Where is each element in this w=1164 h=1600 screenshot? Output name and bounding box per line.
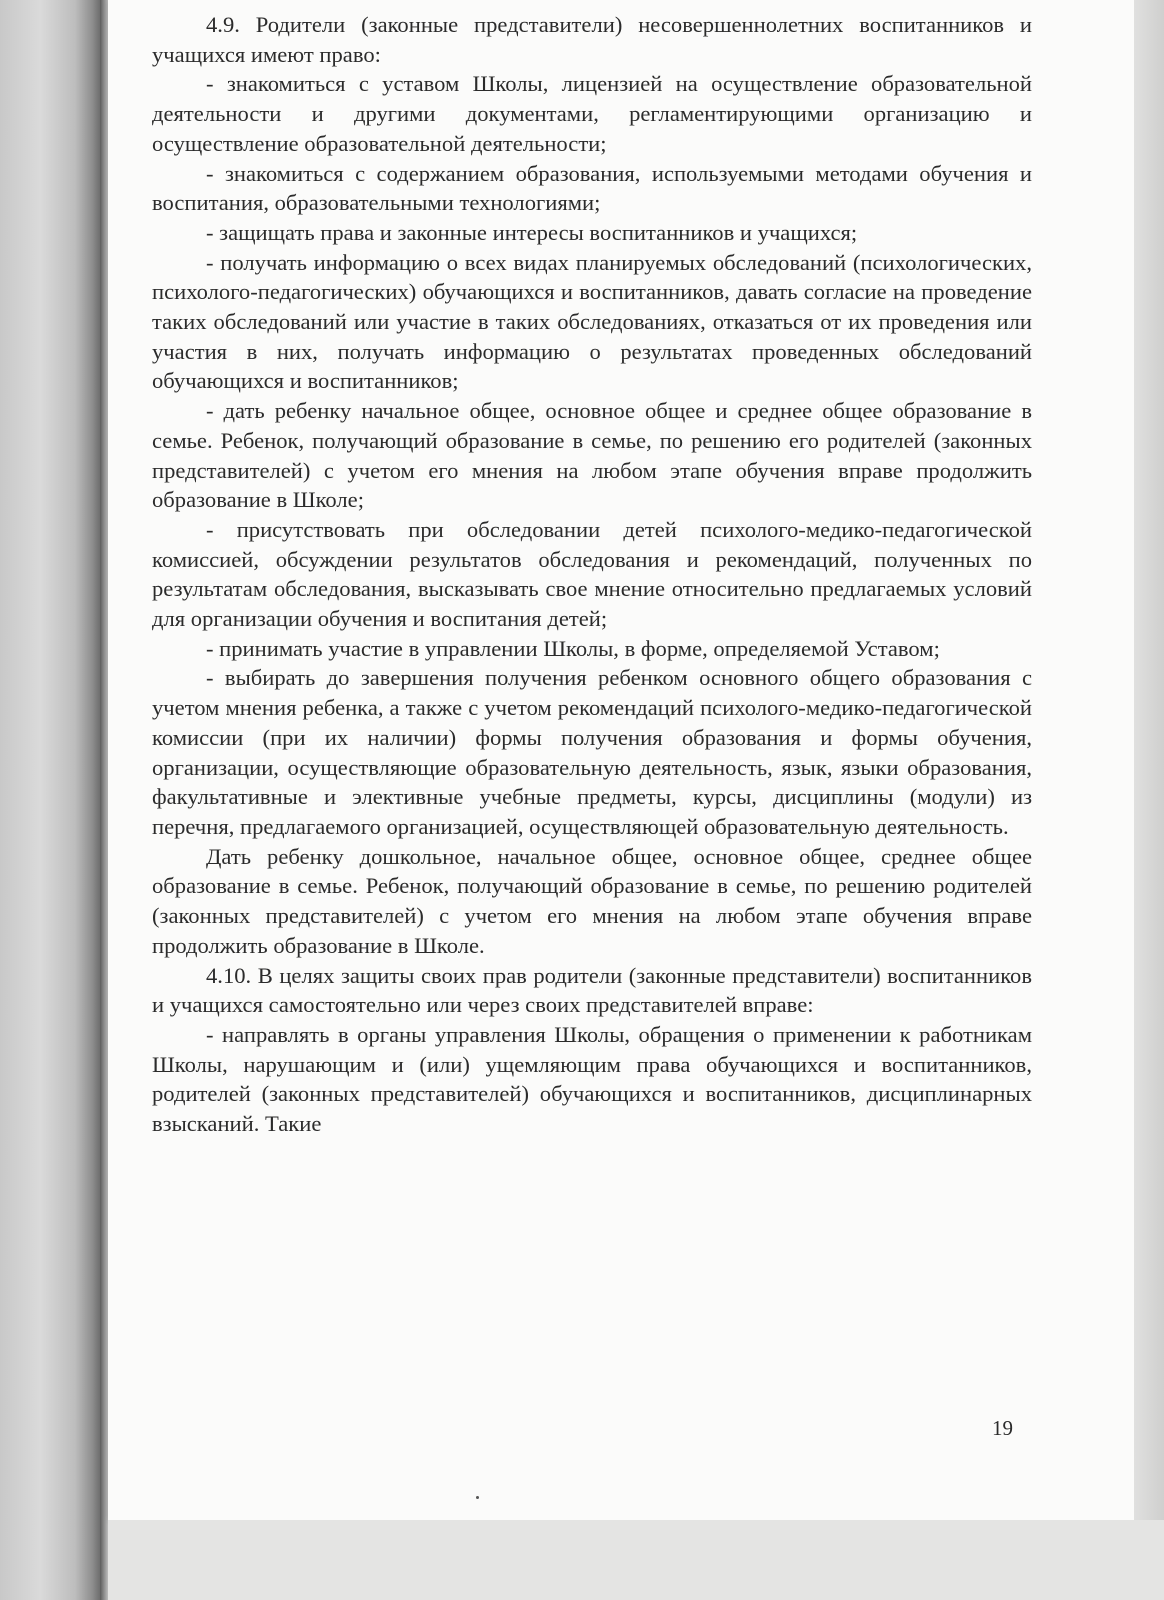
book-spine — [0, 0, 100, 1600]
scan-speck — [476, 1496, 479, 1499]
page-stack-edge — [1134, 0, 1164, 1600]
paragraph-family-education: Дать ребенку дошкольное, начальное общее, основное общее, среднее общее образование в семье. Ребенок, получающий образование в семье, по решению родителей (законных представителей) с учетом его мнения на любом этапе обучения вправе продолжить образование в Школе. — [152, 843, 1032, 958]
paragraph-right-protect: - защищать права и законные интересы воспитанников и учащихся; — [206, 219, 858, 245]
paragraph-right-charter: - знакомиться с уставом Школы, лицензией на осуществление образовательной деятельности и другими документами, регламентирующими организацию и осуществление образовательной деятельности; — [152, 71, 1032, 156]
page-number: 19 — [992, 1416, 1013, 1440]
paragraph-4-9-heading: 4.9. Родители (законные представители) несовершеннолетних воспитанников и учащихся имеют право: — [152, 12, 1032, 67]
paragraph-right-surveys: - получать информацию о всех видах планируемых обследований (психологических, психолого-педагогических) обучающихся и воспитанников, давать согласие на проведение таких обследований или участие в таких обследованиях, отказаться от их проведения или участия в них, получать информацию о результатах проведенных обследований обучающихся и воспитанников; — [152, 249, 1032, 394]
scanner-bed — [108, 1520, 1164, 1600]
document-body — [152, 10, 1032, 1139]
paragraph-right-family-education: - дать ребенку начальное общее, основное общее и среднее общее образование в семье. Ребенок, получающий образование в семье, по решению его родителей (законных представителей) с учетом его мнения на любом этапе обучения вправе продолжить образование в Школе; — [152, 398, 1032, 513]
paragraph-right-content: - знакомиться с содержанием образования, используемыми методами обучения и воспитания, образовательными технологиями; — [152, 160, 1032, 216]
paragraph-right-appeal: - направлять в органы управления Школы, обращения о применении к работникам Школы, нарушающим и (или) ущемляющим права обучающихся и воспитанников, родителей (законных представителей) обучающихся и воспитанников, дисциплинарных взысканий. Такие — [152, 1021, 1032, 1137]
paragraph-right-commission: - присутствовать при обследовании детей психолого-медико-педагогической комиссией, обсуждении результатов обследования и рекомендаций, полученных по результатам обследования, высказывать свое мнение относительно предлагаемых условий для организации обучения и воспитания детей; — [152, 516, 1032, 632]
paragraph-right-choose-form: - выбирать до завершения получения ребенком основного общего образования с учетом мнения ребенка, а также с учетом рекомендаций психолого-медико-педагогической комиссии (при их наличии) формы получения образования и формы обучения, организации, осуществляющие образовательную деятельность, язык, языки образования, факультативные и элективные учебные предметы, курсы, дисциплины (модули) из перечня, предлагаемого организацией, осуществляющей образовательную деятельность. — [152, 665, 1032, 839]
paragraph-right-management: - принимать участие в управлении Школы, в форме, определяемой Уставом; — [206, 635, 940, 661]
paragraph-4-10-heading: 4.10. В целях защиты своих прав родители (законные представители) воспитанников и учащихся самостоятельно или через своих представителей вправе: — [152, 962, 1032, 1018]
